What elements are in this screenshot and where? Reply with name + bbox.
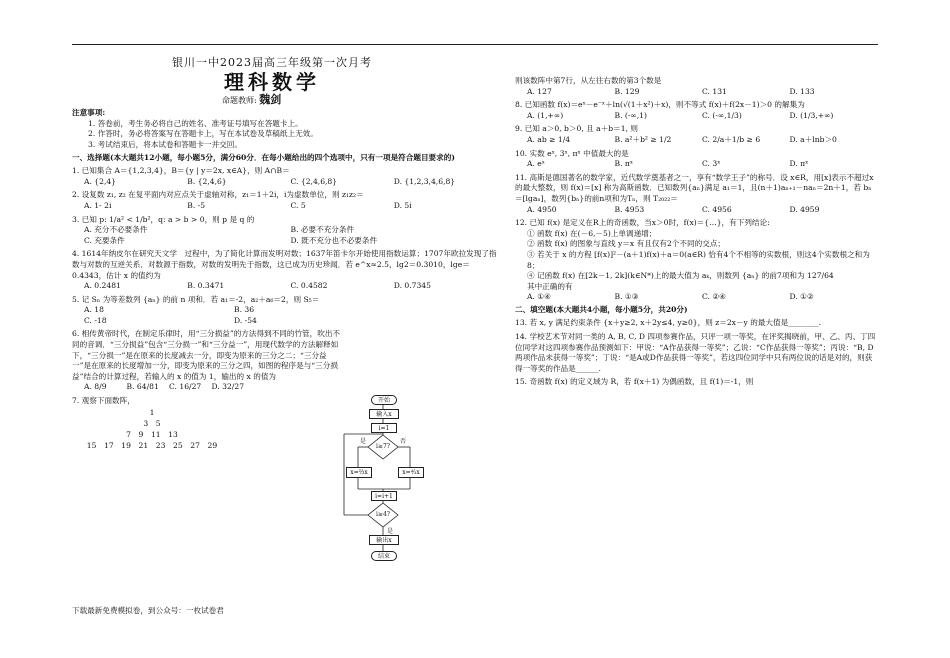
footer-note: 下载最新免费模拟卷，到公众号：一枚试卷君 xyxy=(72,606,224,615)
option: B. (-∞,1) xyxy=(614,110,647,120)
option: C. 5 xyxy=(290,200,306,210)
option: D. 5i xyxy=(393,200,412,210)
question-10: 10. 实数 eˣ, 3ˣ, πˣ 中值最大的是 xyxy=(515,148,629,158)
option: C. 2/a＋1/b ≥ 6 xyxy=(702,134,761,144)
question-7: 7. 观察下面数阵， xyxy=(72,396,135,406)
notice-item: 3. 考试结束后，将本试卷和答题卡一并交回。 xyxy=(88,139,242,149)
flow-cond1: i≥7? xyxy=(376,443,390,450)
option: A. 4950 xyxy=(527,204,557,214)
question-12: 12. 已知 f(x) 是定义在R上的奇函数，当x＞0时，f(x)＝{…}，有下列结论: xyxy=(515,218,770,228)
question-15: 15. 奇函数 f(x) 的定义域为 R，若 f(x＋1) 为偶函数，且 f(1)＝-1，则 xyxy=(515,377,754,387)
question-1: 1. 已知集合 A＝{1,2,3,4}，B＝{y | y＝2x, x∈A}，则 A∩B＝ xyxy=(72,166,290,176)
option: A. 127 xyxy=(527,86,552,96)
question-14: 14. 学校艺术节对同一类的 A, B, C, D 四项参赛作品，只评一项一等奖，在评奖揭晓前，甲、乙、丙、丁四位同学对这四项参赛作品预测如下：甲说：“A作品获得一等奖”；乙说：“C作品获得一等奖”；丙说：“B, D两项作品未获得一等奖”；丁说：“是A或D作品获得一等奖”，若这四位同学中只有两位说的话是对的，则获得一等奖的作品是______. xyxy=(515,332,876,373)
number-triangle-row: 1 xyxy=(149,407,155,417)
option: D. 4959 xyxy=(789,204,820,214)
question-7-end: 则该数阵中第7行，从左往右数的第3个数是 xyxy=(515,76,662,85)
option: D. (1/3,+∞) xyxy=(789,110,834,120)
flow-increment: i=i+1 xyxy=(371,491,397,501)
question-5-options xyxy=(72,305,384,326)
option: B. 129 xyxy=(614,86,640,96)
option: C. 3ˣ xyxy=(702,159,721,169)
question-8: 8. 已知函数 f(x)＝eˣ－e⁻ˣ＋ln(√(1＋x²)＋x)，则不等式 f(x)＋f(2x－1)＞0 的解集为 xyxy=(515,100,805,110)
notice-title: 注意事项: xyxy=(72,108,106,118)
question-6-options xyxy=(72,382,254,393)
section-2-heading: 二、填空题(本大题共4小题，每小题5分，共20分) xyxy=(515,304,688,314)
option: C. 充要条件 xyxy=(84,235,125,245)
question-12-statement: ② 函数 f(x) 的图象与直线 y＝x 有且仅有2个不同的交点； xyxy=(527,239,725,249)
flow-input: 输入x xyxy=(369,409,399,419)
option: A. ab ≥ 1/4 xyxy=(527,134,571,144)
option: A. {2,4} xyxy=(84,176,117,186)
question-12-statement: ④ 记函数 f(x) 在[2k－1, 2k](k∈N*)上的最大值为 aₖ，则数列 {aₙ} 的前7项和为 127/64 xyxy=(527,271,834,281)
flowchart-connectors xyxy=(338,395,428,575)
option: A. 充分不必要条件 xyxy=(84,225,148,235)
option: C. 16/27 xyxy=(169,382,202,392)
option: B. {2,4,6} xyxy=(187,176,227,186)
question-9: 9. 已知 a＞0, b＞0, 且 a＋b＝1, 则 xyxy=(515,124,638,134)
option: D. {1,2,3,4,6,8} xyxy=(393,176,456,186)
option: A. eˣ xyxy=(527,159,546,169)
subject-title: 理科数学 xyxy=(224,69,320,94)
question-4: 4. 1614年纳皮尔在研究天文学 过程中，为了简化计算而发明对数；1637年笛卡尔开始使用指数运算；1707年欧拉发现了指数与对数的互逆关系．对数源于指数，对数的发明先于指数，这已成为历史珍闻．若 e^x≈2.5，lg2＝0.3010，lge＝0.4343，估计 x 的值约为 xyxy=(72,249,497,280)
question-13: 13. 若 x, y 满足约束条件 {x＋y≥2, x＋2y≤4, y≥0}，则 z＝2x－y 的最大值是________. xyxy=(515,318,822,328)
option: C. -18 xyxy=(84,315,107,325)
question-10-options xyxy=(515,159,877,170)
flow-start: 开始 xyxy=(371,395,397,405)
option: A. 18 xyxy=(84,305,104,315)
flow-no-label: 否 xyxy=(399,438,406,445)
question-11-options xyxy=(515,205,877,216)
number-triangle-row: 15 17 19 21 23 25 27 29 xyxy=(86,440,218,450)
option: C. 4956 xyxy=(702,204,732,214)
flowchart xyxy=(338,395,428,575)
option: B. πˣ xyxy=(614,159,634,169)
flow-init: i=1 xyxy=(371,423,397,433)
option: C. ②④ xyxy=(702,292,726,302)
option: B. 36 xyxy=(234,305,255,315)
flow-left-assign: x=⅔x xyxy=(346,467,372,478)
option: A. 0.2481 xyxy=(84,281,121,291)
option: C. 0.4582 xyxy=(290,281,328,291)
question-3-options xyxy=(72,225,497,246)
flow-yes-label: 是 xyxy=(359,438,366,445)
top-rule xyxy=(72,44,878,45)
question-6: 6. 相传黄帝时代，在制定乐律时，用“三分损益”的方法得到不同的竹管，吹出不同的音调．“三分损益”包含“三分损一”和“三分益一”，用现代数学的方法解释如下，“三分损一”是在原来的长度减去一分，即变为原来的三分之二；“三分益一”是在原来的长度增加一分，即变为原来的三分之四，如图的程序是与“三分损益”结合的计算过程，若输入的 x 的值为 1，输出的 x 的值为 xyxy=(72,329,341,381)
option: B. 64/81 xyxy=(126,382,159,392)
option: D. πˣ xyxy=(789,159,809,169)
option: D. -54 xyxy=(234,315,257,325)
option: B. a²＋b² ≥ 1/2 xyxy=(614,134,672,144)
notice-item: 2. 作答时，务必将答案写在答题卡上，写在本试卷及草稿纸上无效。 xyxy=(88,129,318,139)
flow-output: 输出x xyxy=(369,535,399,545)
option: B. 0.3471 xyxy=(187,281,225,291)
option: A. (1,+∞) xyxy=(527,110,564,120)
option: C. {2,4,6,8} xyxy=(290,176,338,186)
question-9-options xyxy=(515,135,877,146)
number-triangle-row: 7 9 11 13 xyxy=(126,429,178,439)
question-1-options xyxy=(72,177,497,188)
question-7-options xyxy=(515,87,877,98)
question-8-options xyxy=(515,111,877,122)
flow-yes-label: 是 xyxy=(386,528,393,535)
left-column xyxy=(72,58,497,451)
option: D. ①② xyxy=(789,292,814,302)
option: D. 32/27 xyxy=(211,382,245,392)
option: B. ①③ xyxy=(614,292,639,302)
option: A. 1- 2i xyxy=(84,200,112,210)
question-3: 3. 已知 p: 1/a² < 1/b²，q: a > b > 0，则 p 是 q 的 xyxy=(72,214,255,224)
question-2: 2. 设复数 z₁, z₂ 在复平面内对应点关于虚轴对称，z₁＝1＋2i，i为虚数单位，则 z₁z₂＝ xyxy=(72,190,364,200)
section-1-heading: 一、选择题(本大题共12小题，每小题5分，满分60分．在每小题给出的四个选项中，只有一项是符合题目要求的) xyxy=(72,152,455,162)
option: D. 既不充分也不必要条件 xyxy=(290,235,378,245)
right-column xyxy=(515,76,877,388)
option: A. ①④ xyxy=(527,292,551,302)
question-12-statement: ③ 若关于 x 的方程 [f(x)]²－(a＋1)f(x)＋a＝0(a∈R) 恰有4个不相等的实数根，则这4个实数根之和为8； xyxy=(527,249,870,270)
question-11: 11. 高斯是德国著名的数学家，近代数学奠基者之一，享有“数学王子”的称号．设 x∈R，用[x]表示不超过x的最大整数，则 f(x)＝[x] 称为高斯函数．已知数列{aₙ}满足 a₁＝1，且(n＋1)aₙ₊₁－naₙ＝2n＋1，若 bₙ＝[lgaₙ]，数列{bₙ}的前n项和为Tₙ，则 T₂₀₂₂＝ xyxy=(515,172,874,203)
question-4-options xyxy=(72,281,497,292)
flow-right-assign: x=⁴⁄₃x xyxy=(398,467,424,478)
question-12-options xyxy=(515,292,877,303)
option: B. -5 xyxy=(187,200,206,210)
question-2-options xyxy=(72,201,497,212)
option: C. (-∞,1/3) xyxy=(702,110,742,120)
question-12-statement: ① 函数 f(x) 在(－6,－5)上单调递增； xyxy=(527,228,657,238)
school-title: 银川一中2023届高三年级第一次月考 xyxy=(172,56,372,69)
teacher-name: 魏剑 xyxy=(259,92,282,106)
teacher-line xyxy=(222,92,497,107)
option: B. 4953 xyxy=(614,204,645,214)
teacher-label: 命题教师: xyxy=(222,95,257,105)
flow-cond2: i≥4? xyxy=(376,511,390,518)
flow-end: 结束 xyxy=(371,551,397,561)
option: B. 必要不充分条件 xyxy=(290,225,355,235)
option: D. 0.7345 xyxy=(393,281,431,291)
option: A. 8/9 xyxy=(84,382,107,392)
option: D. a＋lnb＞0 xyxy=(789,134,837,144)
option: D. 133 xyxy=(789,86,815,96)
question-5: 5. 记 Sₙ 为等差数列 {aₙ} 的前 n 项和．若 a₁＝-2，a₂＋a₆＝2，则 S₅＝ xyxy=(72,294,320,304)
option: C. 131 xyxy=(702,86,727,96)
notice-item: 1. 答卷前，考生务必将自己的姓名、准考证号填写在答题卡上。 xyxy=(88,118,303,128)
question-12-prompt: 其中正确的有 xyxy=(527,281,573,291)
number-triangle-row: 3 5 xyxy=(143,418,161,428)
